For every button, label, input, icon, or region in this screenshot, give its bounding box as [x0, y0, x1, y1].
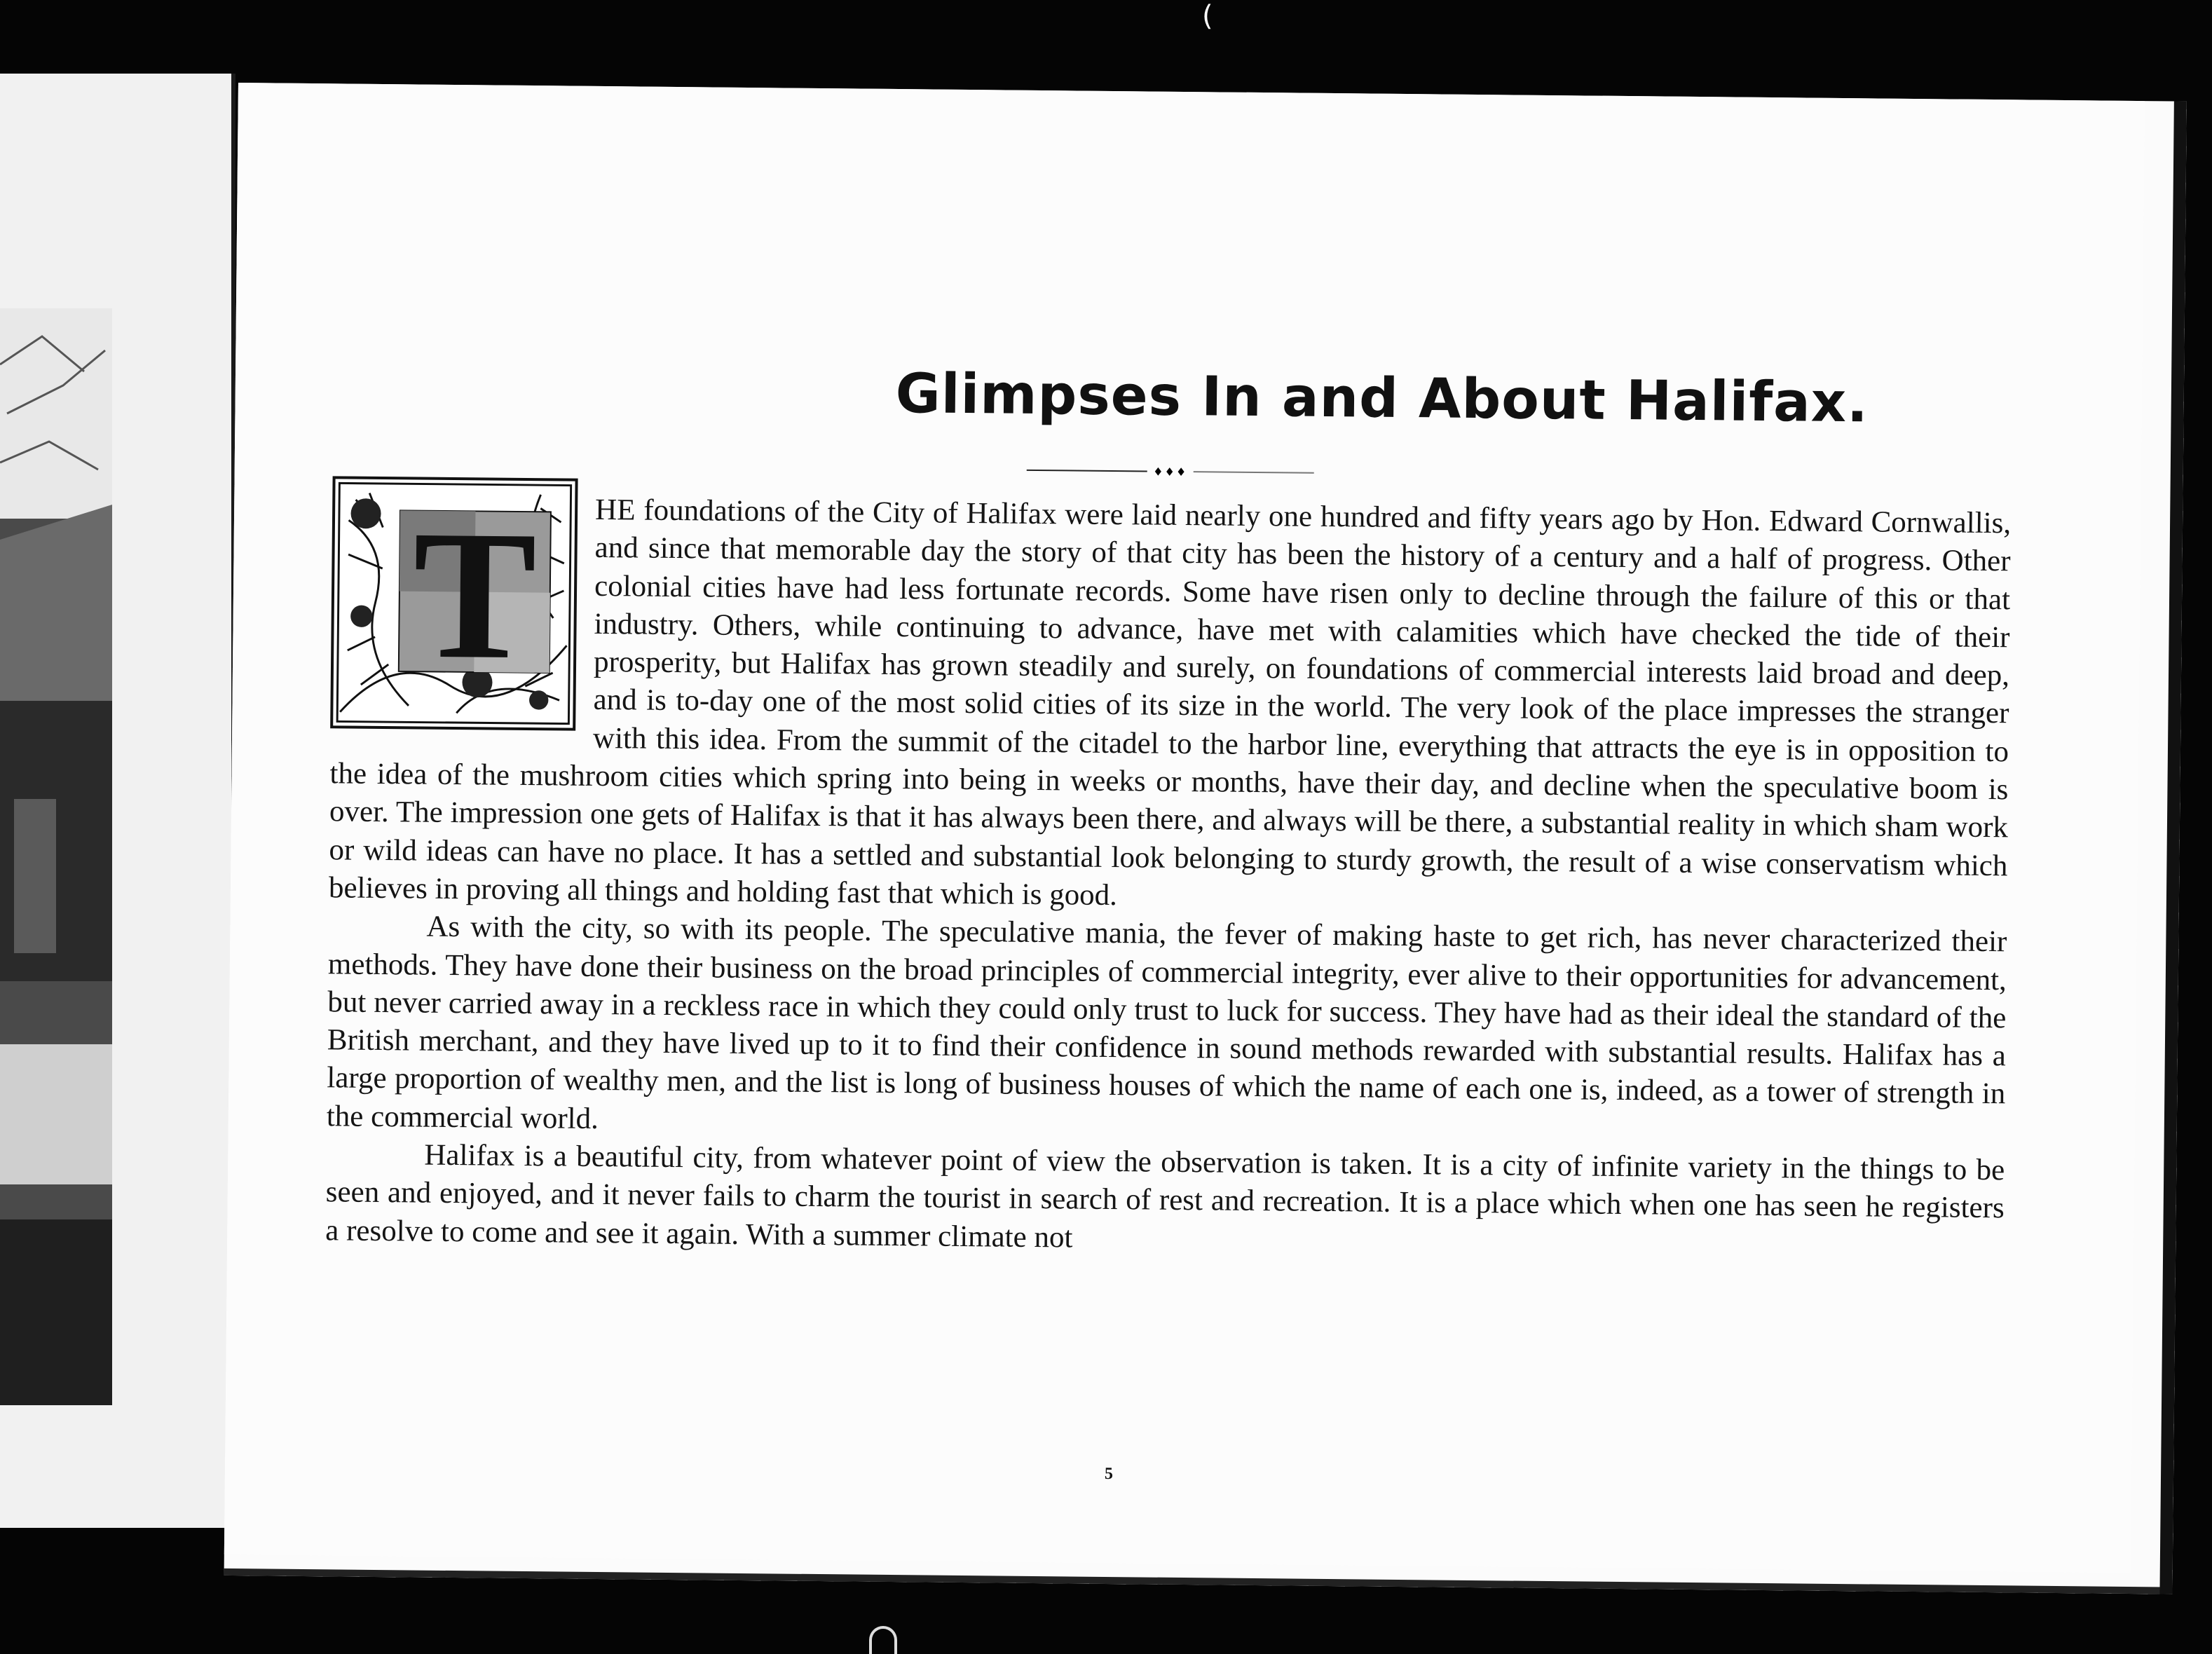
paragraph-3: Halifax is a beautiful city, from whatever point of view the observation is taken. It is a city of infinite variety in the things to be seen and enjoyed, and it never fails to charm the tourist in search of rest and recreation. It is a place which when one has seen he registers a resolve to come and see it again. With a summer climate not — [325, 1138, 2005, 1255]
page-surface — [224, 83, 2145, 1573]
page-title: Glimpses In and About Halifax. — [895, 362, 1869, 435]
dropcap-space — [330, 488, 596, 758]
book-page — [224, 83, 2187, 1594]
dropcap-letter: T — [411, 492, 538, 699]
paragraph-1: HE foundations of the City of Halifax were laid nearly one hundred and fifty years ago by Hon. Edward Cornwallis, and since that memorable day the story of that city has been the history of a century and a half of progress. Other colonial cities have had less fortunate records. Some have risen only to decline through the failure of this or that industry. Others, while continuing to advance, have met with calamities which have checked the tide of their prosperity, but Halifax has grown steadily and surely, on foundations of commercial interests laid broad and deep, and is to-day one of the most solid cities of its size in the world. The very look of the place impresses the stranger with this idea. From the summit of the citadel to the harbor line, everything that attracts the eye is in opposition to the idea of the mushroom cities which spring into being in weeks or months, have their day, and decline when the speculative boom is over. The impression one gets of Halifax is that it has always been there, and always will be there, a substantial reality in which sham work or wild ideas can have no place. It has a settled and substantial look belonging to sturdy growth, the result of a wise conservatism which believes in proving all things and holding fast that which is good. — [328, 493, 2012, 913]
facing-page — [0, 74, 235, 1528]
page-number: 5 — [1104, 1464, 1114, 1484]
ornament-diamonds: ♦♦♦ — [1153, 465, 1188, 479]
film-mark: ( — [1202, 0, 1213, 32]
title-ornament — [1027, 463, 1314, 480]
film-mark-bottom — [869, 1626, 897, 1654]
article-body — [325, 488, 2011, 1266]
ornament-rule-left — [1027, 470, 1147, 472]
facing-page-photograph — [0, 308, 112, 1405]
ornament-rule-right — [1193, 471, 1313, 474]
paragraph-2: As with the city, so with its people. The speculative mania, the fever of making haste to get rich, has never characterized their methods. They have done their business on the broad principles of commercial integrity, ever alive to their opportunities for advancement, but never carried away in a reckless race in which they could only trust to luck for success. They have had as their ideal the standard of the British merchant, and they have lived up to it to find their confidence in sound methods rewarded with substantial results. Halifax has a large proportion of wealthy men, and the list is long of business houses of which the name of each one is, indeed, as a tower of strength in the commercial world. — [326, 910, 2007, 1135]
